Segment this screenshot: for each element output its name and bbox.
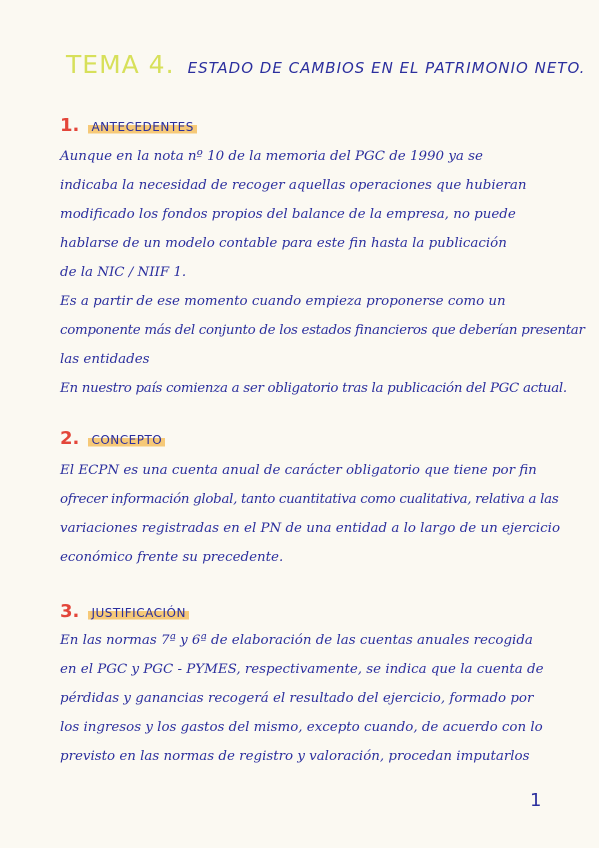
title-tema: TEMA 4. [66, 50, 175, 79]
text-line: las entidades [60, 352, 150, 367]
text-line: modificado los fondos propios del balance de la empresa, no puede [60, 207, 516, 222]
text-line: componente más del conjunto de los estados financieros que deberían presentar [60, 323, 585, 338]
section-body-justificacion [60, 626, 560, 771]
title-text: ESTADO DE CAMBIOS EN EL PATRIMONIO NETO. [187, 59, 586, 77]
text-line: ofrecer información global, tanto cuantitativa como cualitativa, relativa a las [60, 492, 559, 507]
page-number: 1 [530, 790, 542, 811]
section-number: 2. [60, 428, 80, 449]
section-number: 1. [60, 115, 80, 136]
page-title [66, 50, 586, 79]
text-line: en el PGC y PGC - PYMES, respectivamente, se indica que la cuenta de [60, 662, 544, 677]
section-heading-concepto [60, 428, 165, 449]
text-line: En las normas 7ª y 6ª de elaboración de las cuentas anuales recogida [60, 633, 533, 648]
section-number: 3. [60, 601, 80, 622]
section-label: ANTECEDENTES [88, 120, 196, 134]
text-line: previsto en las normas de registro y valoración, procedan imputarlos [60, 749, 530, 764]
text-line: En nuestro país comienza a ser obligatorio tras la publicación del PGC actual. [60, 381, 567, 396]
text-line: El ECPN es una cuenta anual de carácter obligatorio que tiene por fin [60, 463, 537, 478]
section-body-concepto [60, 456, 560, 572]
section-label: JUSTIFICACIÓN [88, 606, 188, 620]
text-line: Es a partir de ese momento cuando empieza proponerse como un [60, 294, 506, 309]
text-line: indicaba la necesidad de recoger aquellas operaciones que hubieran [60, 178, 527, 193]
text-line: hablarse de un modelo contable para este fin hasta la publicación [60, 236, 507, 251]
section-body-antecedentes [60, 142, 585, 403]
text-line: económico frente su precedente. [60, 550, 284, 565]
section-label: CONCEPTO [88, 433, 165, 447]
text-line: pérdidas y ganancias recogerá el resultado del ejercicio, formado por [60, 691, 534, 706]
text-line: variaciones registradas en el PN de una entidad a lo largo de un ejercicio [60, 521, 561, 536]
text-line: Aunque en la nota nº 10 de la memoria del PGC de 1990 ya se [60, 149, 483, 164]
text-line: de la NIC / NIIF 1. [60, 265, 187, 280]
section-heading-antecedentes [60, 115, 197, 136]
section-heading-justificacion [60, 601, 189, 622]
text-line: los ingresos y los gastos del mismo, excepto cuando, de acuerdo con lo [60, 720, 543, 735]
